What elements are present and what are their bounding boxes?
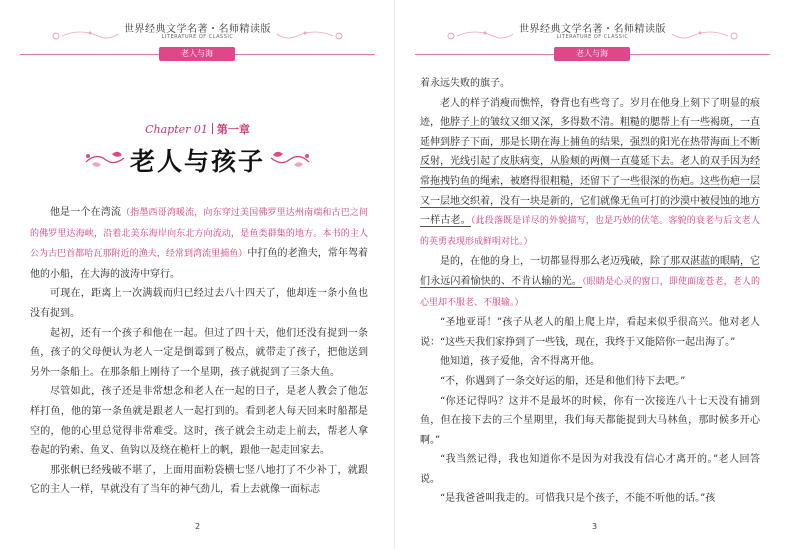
paragraph: “圣地亚哥！”孩子从老人的船上爬上岸，看起来似乎很高兴。他对老人说：“这些天我们家挣到了一些钱，现在，我终于又能陪你一起出海了。” bbox=[420, 317, 760, 348]
running-title-tag: 老人与海 bbox=[159, 47, 235, 61]
series-title: 世界经典文学名著・名师精读版 bbox=[519, 24, 666, 35]
header-rule bbox=[20, 54, 159, 55]
running-title-tag: 老人与海 bbox=[554, 47, 630, 61]
text-run: 是的，在他的身上，一切都显得那么老迈残破， bbox=[440, 256, 650, 268]
page-number: 3 bbox=[592, 522, 598, 531]
page-number: 2 bbox=[195, 522, 201, 531]
annotation-note: （指墨西哥湾暖流，向东穿过美国佛罗里达州南端和古巴之间的佛罗里达海峡，沿着北美东海岸向东北方向流动，是鱼类群集的地方。本书的主人公为古巴首都哈瓦那附近的渔夫，经常到湾流里捕鱼） bbox=[30, 208, 368, 260]
paragraph: 尽管如此，孩子还是非常想念和老人在一起的日子，是老人教会了他怎样打鱼，他的第一条鱼就是跟老人一起打到的。看到老人每天回来时船都是空的，他的心里总觉得非常难受。这时，孩子就会主动走上前去，帮老人拿卷起的钓索、鱼叉、鱼钩以及绕在桅杆上的帆，跟他一起走回家去。 bbox=[30, 386, 368, 457]
paragraph bbox=[420, 94, 760, 253]
paragraph: “我当然记得，我也知道你不是因为对我没有信心才离开的。”老人回答说。 bbox=[420, 454, 760, 485]
paragraph: 起初，还有一个孩子和他在一起。但过了四十天，他们还没有捉到一条鱼，孩子的父母便认为老人一定是倒霉到了极点，就带走了孩子，把他送到另外一条船上。在那条船上刚待了一个星期，孩子就捉到了三条大鱼。 bbox=[30, 327, 368, 378]
page-header bbox=[395, 14, 790, 64]
paragraph: “是我爸爸叫我走的。可惜我只是个孩子，不能不听他的话。”孩 bbox=[440, 493, 716, 505]
chapter-label-cn: 第一章 bbox=[216, 123, 250, 136]
annotation-note: （眼睛是心灵的窗口，即使面庞苍老，老人的心里却不服老、不服输。） bbox=[420, 276, 760, 308]
paragraph bbox=[30, 203, 368, 284]
paragraph: 那张帆已经残破不堪了，上面用面粉袋横七竖八地打了不少补丁，就跟它的主人一样，早就没有了当年的神气劲儿，看上去就像一面标志 bbox=[30, 464, 368, 496]
text-run: 中打鱼的老渔夫，常年驾着他的小船，在大海的波涛中穿行。 bbox=[30, 248, 368, 280]
chapter-label-en: Chapter 01 bbox=[145, 123, 208, 136]
paragraph: “不，你遇到了一条交好运的船，还是和他们待下去吧。” bbox=[440, 375, 686, 387]
header-rule bbox=[630, 54, 770, 55]
chapter-title: 老人与孩子 bbox=[129, 147, 265, 176]
series-title: 世界经典文学名著・名师精读版 bbox=[124, 24, 271, 35]
header-rule bbox=[235, 54, 375, 55]
floral-ornament-icon bbox=[267, 148, 313, 170]
chapter-label bbox=[0, 118, 395, 137]
paragraph: “你还记得吗？这并不是最坏的时候，你有一次接连八十七天没有捕到鱼，但在接下去的三个星期里，我们每天都能捉到大马林鱼，那时候多开心啊。” bbox=[420, 395, 760, 446]
page-header bbox=[0, 14, 395, 64]
underlined-text: 他脖子上的皱纹又细又深，多得数不清。粗糙的腮帮上有一些褐斑，一直延伸到脖子下面，那是长期在海上捕鱼的结果，强烈的阳光在热带海面上不断反射，光线引起了皮肤病变，从脸颊的两侧一直蔓延下去。老人的双手因为经常拖拽钓鱼的绳索，被磨得很粗糙，还留下了一些很深的伤疤。这些伤疤一层又一层地交织着，没有一块是新的，它们就像无鱼可打的沙漠中被侵蚀的地方一样古老。 bbox=[420, 117, 760, 227]
paragraph: 他知道，孩子爱他，舍不得离开他。 bbox=[440, 356, 600, 368]
header-rule bbox=[415, 54, 554, 55]
paragraph bbox=[420, 252, 760, 313]
chapter-separator bbox=[212, 123, 213, 134]
paragraph: 着永远失败的旗子。 bbox=[420, 78, 510, 89]
underlined-text: 除了那双湛蓝的眼睛，它们永远闪着愉快的、不肯认输的光。 bbox=[420, 256, 760, 287]
annotation-note: （此段落既是详尽的外貌描写，也是巧妙的伏笔。客貌的衰老与后文老人的英勇表现形成鲜明对比。） bbox=[420, 216, 760, 247]
paragraph: 可现在，距离上一次满载而归已经过去八十四天了，他却连一条小鱼也没有捉到。 bbox=[30, 288, 368, 319]
text-run: 老人的样子消瘦而憔悴，脊背也有些弯了。岁月在他身上刻下了明显的痕迹， bbox=[420, 97, 760, 129]
body-text bbox=[420, 74, 760, 509]
text-run: 他是一个在湾流 bbox=[50, 207, 122, 218]
series-subtitle: LITERATURE OF CLASSIC bbox=[556, 34, 629, 40]
body-text bbox=[30, 203, 368, 500]
right-page bbox=[395, 0, 790, 549]
series-subtitle: LITERATURE OF CLASSIC bbox=[161, 34, 234, 40]
